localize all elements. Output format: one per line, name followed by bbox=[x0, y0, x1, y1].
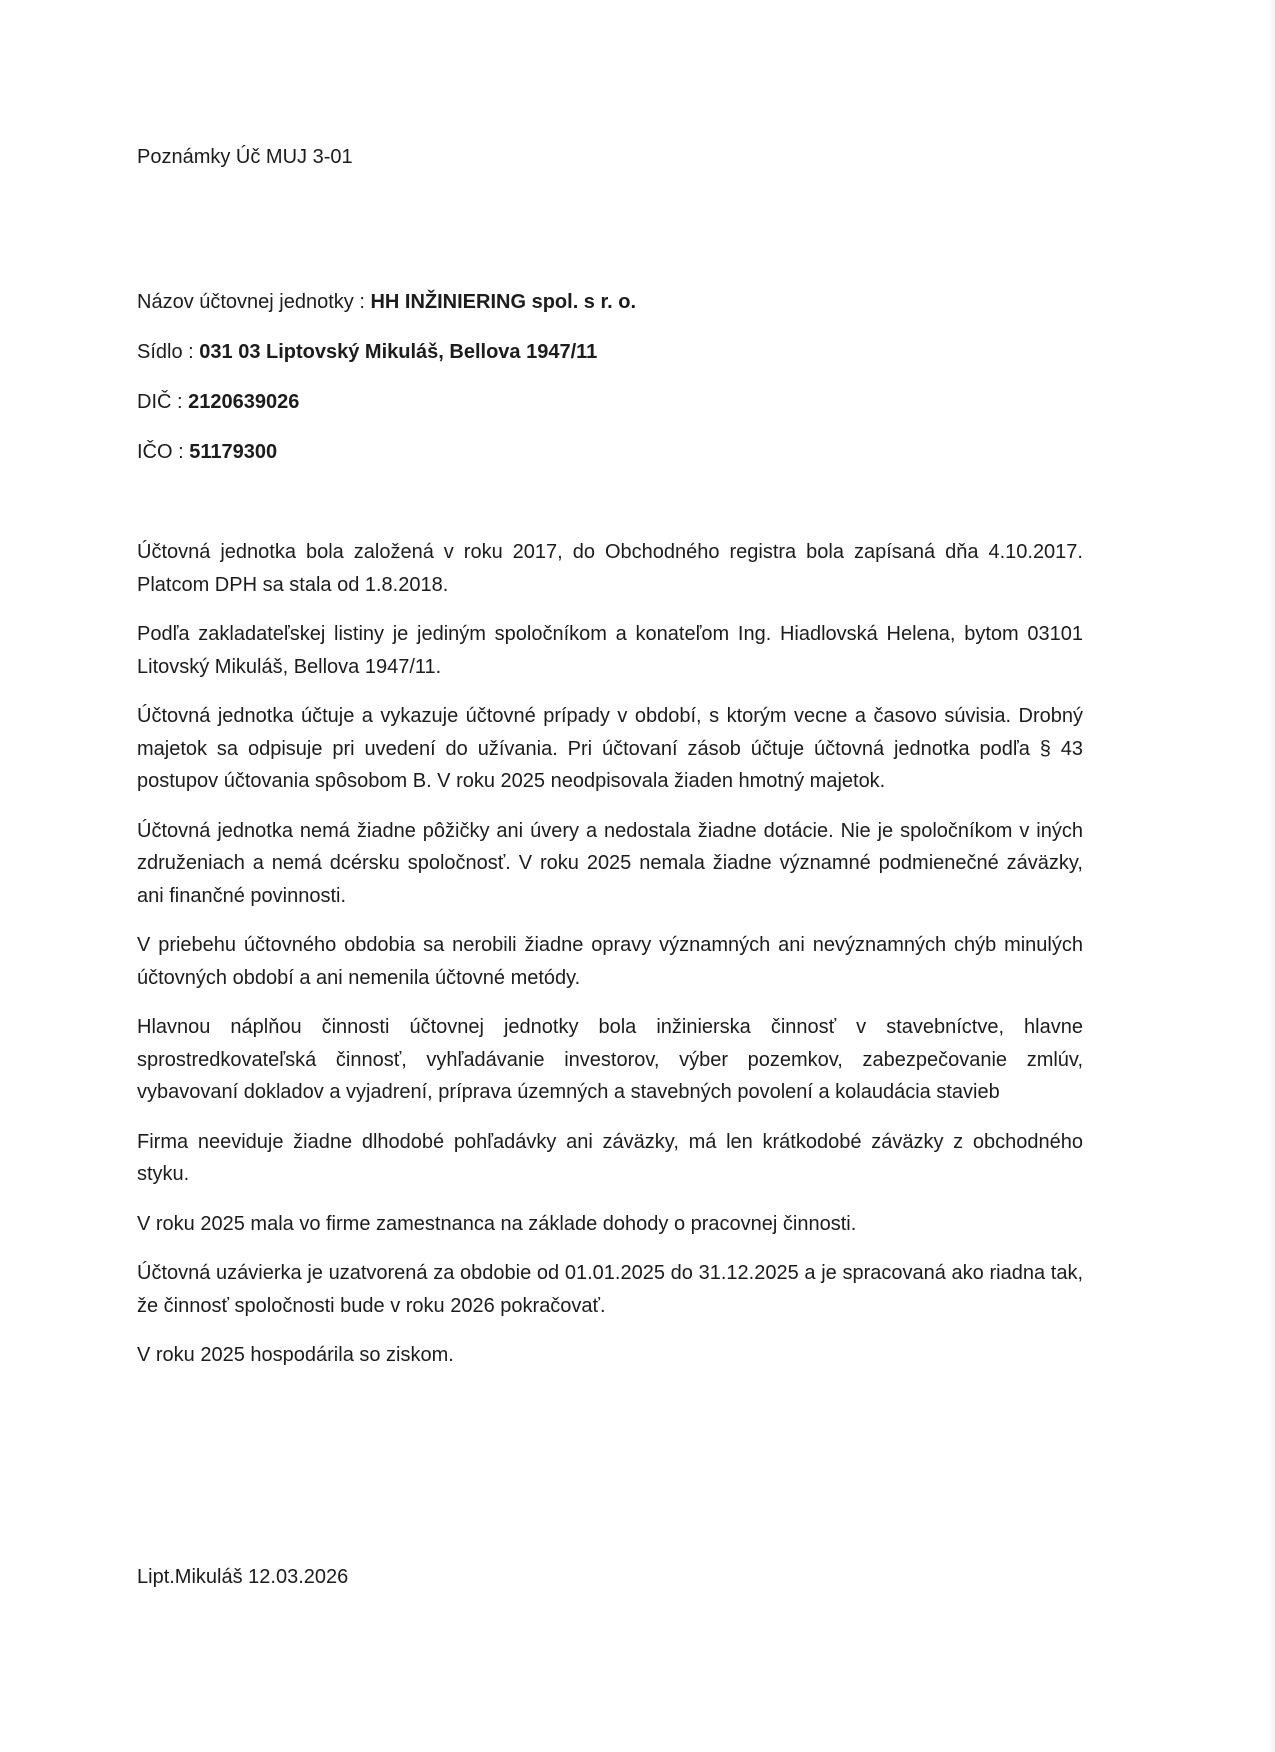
paragraph-founder: Podľa zakladateľskej listiny je jediným spoločníkom a konateľom Ing. Hiadlovská Helena, bytom 03101 Litovský Mikuláš, Bellova 1947/11. bbox=[137, 623, 1083, 678]
company-seat-label: Sídlo : bbox=[137, 341, 194, 363]
company-ico-label: IČO : bbox=[137, 441, 184, 463]
company-name-line bbox=[137, 289, 636, 315]
notes-body bbox=[137, 536, 1083, 1389]
company-ico-value: 51179300 bbox=[189, 441, 278, 463]
paragraph-period: Účtovná uzávierka je uzatvorená za obdobie od 01.01.2025 do 31.12.2025 a je spracovaná ako riadna tak, že činnosť spoločnosti bude v roku 2026 pokračovať. bbox=[137, 1262, 1083, 1317]
paragraph-main-activity: Hlavnou náplňou činnosti účtovnej jednotky bola inžinierska činnosť v stavebníctve, hlavne sprostredkovateľská činnosť, vyhľadávanie investorov, výber pozemkov, zabezpečovanie zmlúv, vybavovaní dokladov a vyjadrení, príprava územných a stavebných povolení a kolaudácia stavieb bbox=[137, 1016, 1083, 1103]
company-name-label: Názov účtovnej jednotky : bbox=[137, 291, 365, 313]
paragraph-employees: V roku 2025 mala vo firme zamestnanca na základe dohody o pracovnej činnosti. bbox=[137, 1212, 857, 1235]
company-dic-line bbox=[137, 389, 299, 415]
company-dic-label: DIČ : bbox=[137, 391, 183, 413]
company-seat-line bbox=[137, 339, 597, 365]
company-seat-value: 031 03 Liptovský Mikuláš, Bellova 1947/11 bbox=[199, 341, 598, 363]
paragraph-corrections: V priebehu účtovného obdobia sa nerobili žiadne opravy významných ani nevýznamných chýb minulých účtovných období a ani nemenila účtovné metódy. bbox=[137, 934, 1083, 989]
place-date: Lipt.Mikuláš 12.03.2026 bbox=[137, 1566, 349, 1588]
company-dic-value: 2120639026 bbox=[188, 391, 300, 413]
paragraph-result: V roku 2025 hospodárila so ziskom. bbox=[137, 1344, 454, 1366]
paragraph-accounting-methods: Účtovná jednotka účtuje a vykazuje účtovné prípady v období, s ktorým vecne a časovo súvisia. Drobný majetok sa odpisuje pri uvedení do užívania. Pri účtovaní zásob účtuje účtovná jednotka podľa § 43 postupov účtovania spôsobom B. V roku 2025 neodpisovala žiaden hmotný majetok. bbox=[137, 705, 1083, 792]
paragraph-receivables: Firma neeviduje žiadne dlhodobé pohľadávky ani záväzky, má len krátkodobé záväzky z obchodného styku. bbox=[137, 1130, 1083, 1185]
company-name-value: HH INŽINIERING spol. s r. o. bbox=[370, 291, 637, 313]
page-edge-shadow bbox=[1269, 0, 1275, 1752]
paragraph-loans: Účtovná jednotka nemá žiadne pôžičky ani úvery a nedostala žiadne dotácie. Nie je spoločníkom v iných združeniach a nemá dcérsku spoločnosť. V roku 2025 nemala žiadne významné podmienečné záväzky, ani finančné povinnosti. bbox=[137, 819, 1083, 907]
paragraph-founding: Účtovná jednotka bola založená v roku 2017, do Obchodného registra bola zapísaná dňa 4.10.2017. Platcom DPH sa stala od 1.8.2018. bbox=[137, 541, 1083, 596]
company-ico-line bbox=[137, 439, 277, 465]
document-code: Poznámky Úč MUJ 3-01 bbox=[137, 146, 353, 168]
